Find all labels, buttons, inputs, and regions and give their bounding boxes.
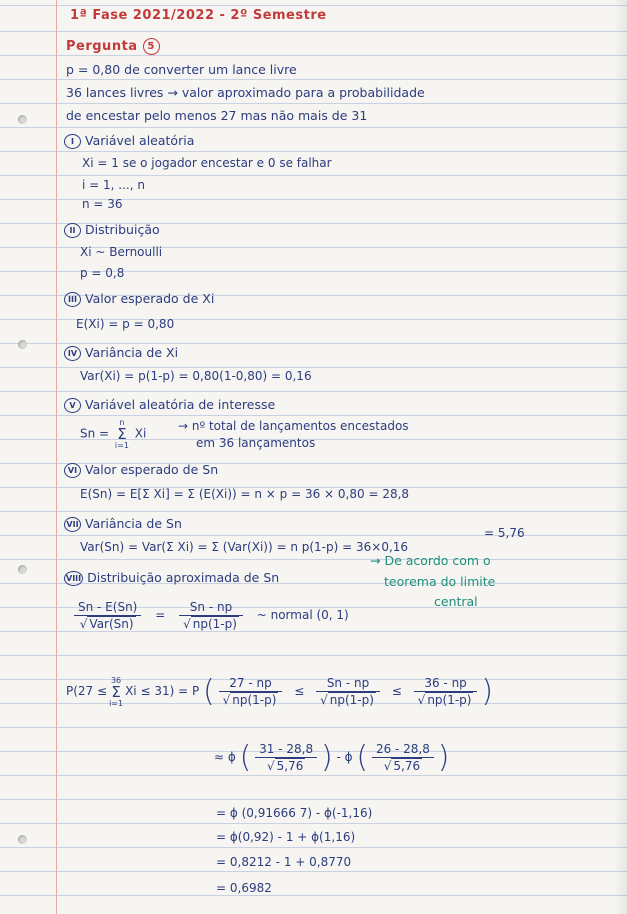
section-III-title: III Valor esperado de Xi [64, 291, 214, 307]
fraction: $\frac{36 - np}{√ np(1-p)}$ [414, 676, 478, 707]
fraction: $\frac{Sn - np}{√ np(1-p)}$ [179, 600, 243, 631]
section-IV-title: IV Variância de Xi [64, 345, 178, 361]
calc-step-3: = ϕ (0,91666 7) - ϕ(-1,16) [216, 806, 373, 820]
section-number: VII [64, 517, 81, 532]
section-I-line-2: i = 1, ..., n [82, 178, 145, 192]
intro-line-2: 36 lances livres → valor aproximado para a probabilidade [66, 85, 425, 100]
section-VII-title: VII Variância de Sn [64, 516, 182, 532]
section-VII-line-2: = 5,76 [484, 526, 525, 540]
binder-hole [18, 340, 27, 349]
header-title: 1ª Fase 2021/2022 - 2º Semestre [70, 8, 327, 23]
calc-result: = 0,6982 [216, 881, 272, 895]
sum-symbol: n Σ i=1 [114, 418, 129, 450]
question-heading [66, 38, 160, 55]
sum-symbol: 36 Σ i=1 [109, 675, 124, 708]
fraction: $\frac{Sn - E(Sn)}{\text{√ Var(Sn)}}$ [74, 600, 141, 631]
clt-note-3: central [434, 594, 478, 609]
clt-note-1: → De acordo com o [370, 553, 491, 568]
calc-step-4: = ϕ(0,92) - 1 + ϕ(1,16) [216, 830, 356, 844]
clt-note-2: teorema do limite [384, 574, 496, 589]
fraction: $\frac{27 - np}{√ np(1-p)}$ [219, 676, 283, 707]
approximation-step: ≈ ϕ ( $\frac{31 - 28,8}{√ 5,76}$ ) - ϕ ( $\frac{26 - 28,8}{√ 5,76}$ ) [214, 740, 450, 775]
section-V-title: V Variável aleatória de interesse [64, 397, 275, 413]
section-I-title: I Variável aleatória [64, 133, 194, 149]
section-II-line-2: p = 0,8 [80, 266, 125, 280]
section-number: III [64, 292, 81, 307]
binder-hole [18, 115, 27, 124]
section-VIII-title: VIII Distribuição aproximada de Sn [66, 570, 280, 585]
binder-hole [18, 565, 27, 574]
section-number: I [64, 134, 81, 149]
section-V-desc-1: → nº total de lançamentos encestados [178, 419, 409, 433]
section-II-title: II Distribuição [64, 222, 160, 238]
margin-line [56, 0, 57, 914]
section-number: VIII [64, 571, 83, 586]
section-III-line-1: E(Xi) = p = 0,80 [76, 317, 175, 331]
intro-line-1: p = 0,80 de converter um lance livre [66, 62, 297, 77]
fraction: $\frac{26 - 28,8}{√ 5,76}$ [372, 742, 434, 773]
question-number: 5 [143, 38, 160, 55]
section-II-line-1: Xi ~ Bernoulli [80, 245, 163, 259]
standardization-formula: $\frac{Sn - E(Sn)}{\text{√ Var(Sn)}}$ = $\frac{Sn - np}{√ np(1-p)}$ ~ normal (0, 1) [74, 600, 349, 631]
fraction: $\frac{Sn - np}{√ np(1-p)}$ [316, 676, 380, 707]
section-IV-line-1: Var(Xi) = p(1-p) = 0,80(1-0,80) = 0,16 [80, 369, 312, 383]
section-I-line-1: Xi = 1 se o jogador encestar e 0 se falhar [82, 156, 332, 170]
intro-line-3: de encestar pelo menos 27 mas não mais de 31 [66, 108, 368, 123]
section-number: IV [64, 346, 81, 361]
section-VI-title: VI Valor esperado de Sn [64, 462, 218, 478]
probability-calculation: P(27 ≤36 Σ i=1Xi ≤ 31) = P ( $\frac{27 - np}{√ np(1-p)}$ ≤ $\frac{Sn - np}{√ np(1-p)}$ ≤ $\frac{36 - np}{√ np(1-p)}$ ) [66, 674, 494, 709]
section-VI-line-1: E(Sn) = E[Σ Xi] = Σ (E(Xi)) = n × p = 36 × 0,80 = 28,8 [80, 487, 410, 501]
section-number: VI [64, 463, 81, 478]
section-number: II [64, 223, 81, 238]
section-number: V [64, 398, 81, 413]
calc-step-5: = 0,8212 - 1 + 0,8770 [216, 855, 352, 869]
fraction: $\frac{31 - 28,8}{√ 5,76}$ [255, 742, 317, 773]
section-V-desc-2: em 36 lançamentos [196, 436, 316, 450]
section-I-line-3: n = 36 [82, 197, 123, 211]
page-edge-shadow [613, 0, 627, 914]
section-V-sn-definition: Sn = n Σ i=1 Xi [80, 418, 147, 450]
binder-hole [18, 835, 27, 844]
section-VII-line-1: Var(Sn) = Var(Σ Xi) = Σ (Var(Xi)) = n p(1-p) = 36×0,16 [80, 540, 409, 554]
question-label: Pergunta [66, 39, 138, 54]
